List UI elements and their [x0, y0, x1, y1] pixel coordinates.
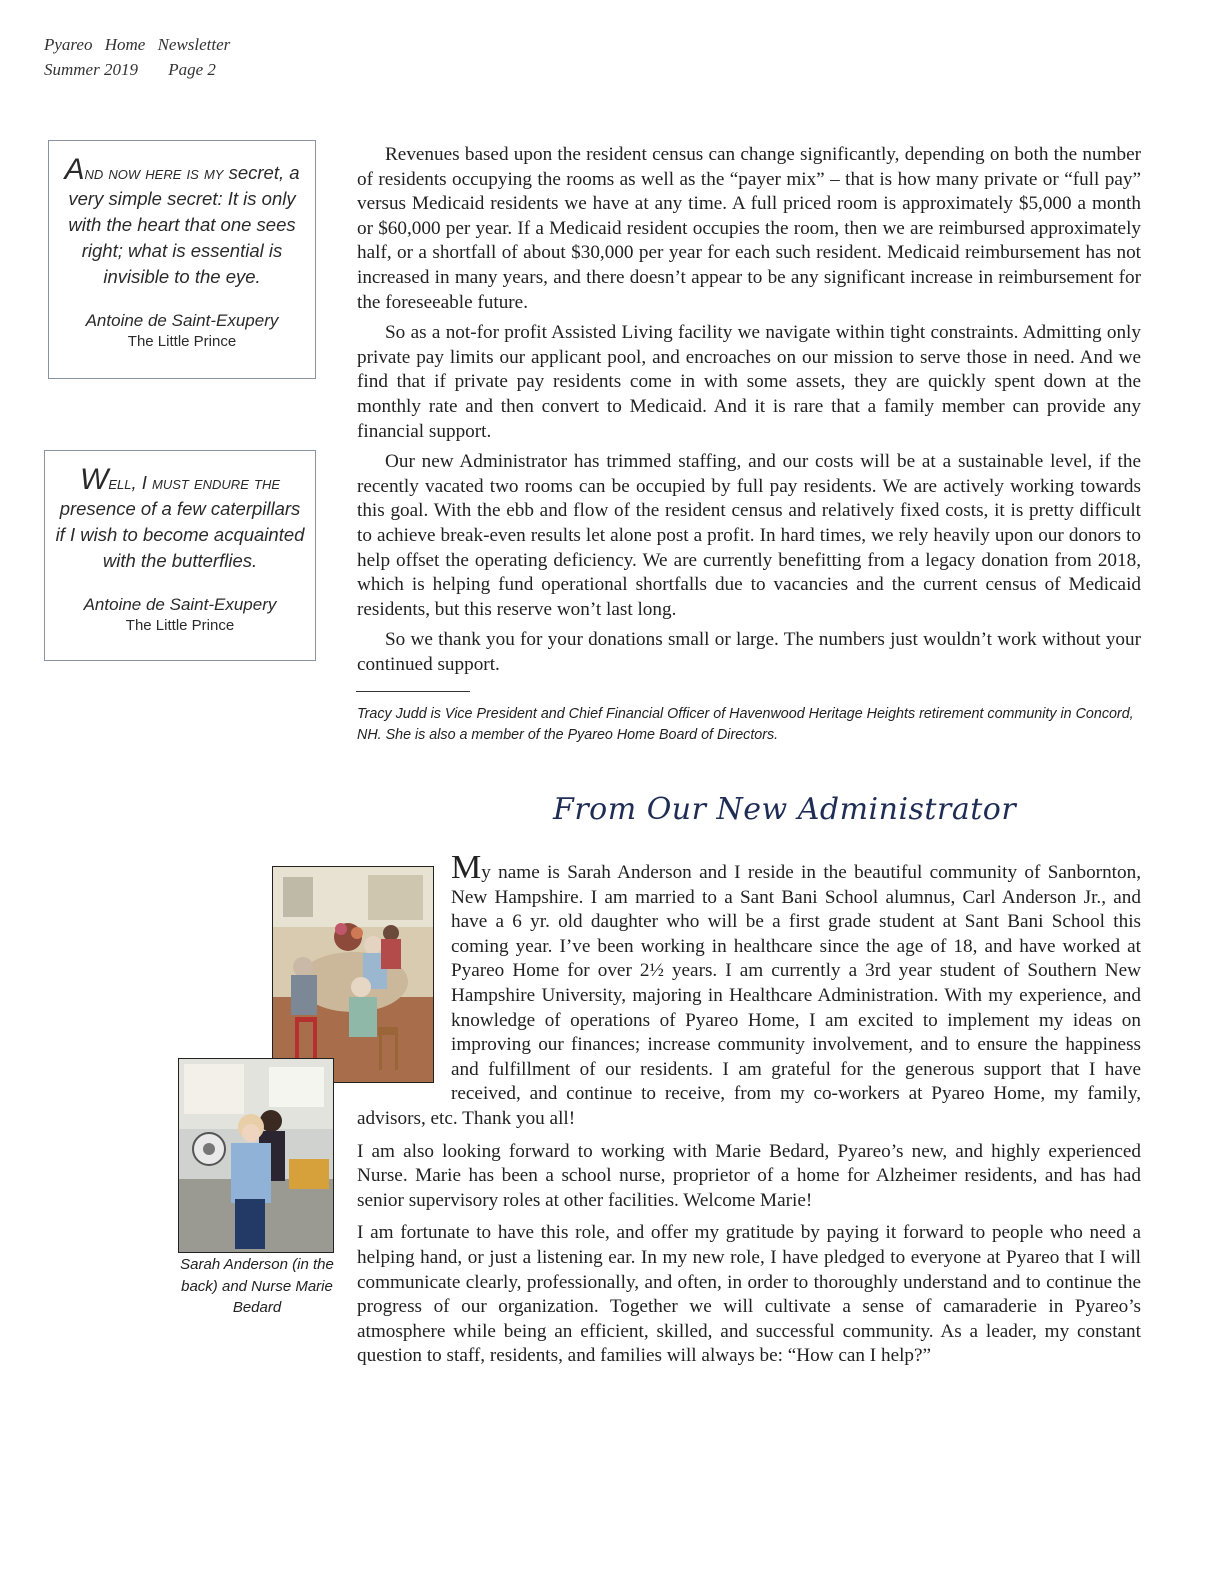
article-dropcap: M: [451, 849, 482, 886]
article-paragraph: I am also looking forward to working with Marie Bedard, Pyareo’s new, and highly experienced Nurse. Marie has been a school nurse, proprietor of a home for Alzheimer residents, and has had senior supervisory roles at other facilities. Welcome Marie!: [357, 1140, 1141, 1211]
quote-author: Antoine de Saint-Exupery: [83, 595, 277, 614]
header-page: Page 2: [168, 60, 216, 79]
quote-dropcap: W: [79, 463, 109, 496]
staff-office-photo: [178, 1058, 334, 1253]
header-word: Pyareo: [44, 35, 93, 54]
article-paragraph: I am fortunate to have this role, and offer my gratitude by paying it forward to people who need a helping hand, or just a listening ear. In my new role, I have pledged to everyone at Pyareo that I will communicate clearly, professionally, and often, in order to thoroughly understand and to continue the progress of our organization. Together we will cultivate a sense of camaraderie in Pyareo’s atmosphere while being an efficient, skilled, and successful community. As a leader, my constant question to staff, residents, and families will always be: “How can I help?”: [357, 1222, 1141, 1367]
article-paragraph: So we thank you for your donations small or large. The numbers just wouldn’t work without your continued support.: [357, 629, 1141, 675]
finance-article: [357, 143, 1141, 683]
quote-caps: ell, I must endure the: [108, 472, 281, 493]
quote-text: [53, 463, 307, 574]
author-footnote: Tracy Judd is Vice President and Chief Financial Officer of Havenwood Heritage Heights retirement community in Concord, NH. She is also a member of the Pyareo Home Board of Directors.: [357, 706, 1134, 743]
admin-article: [357, 849, 1141, 1377]
newsletter-header: [44, 32, 230, 82]
quote-author: Antoine de Saint-Exupery: [85, 311, 279, 330]
section-title: From Our New Administrator: [553, 792, 1017, 827]
quote-dropcap: A: [64, 153, 85, 186]
photo-wrap-space: [357, 856, 451, 1100]
quote-text: [57, 153, 307, 290]
quote-box-1: [48, 140, 316, 379]
quote-book: The Little Prince: [127, 333, 237, 350]
article-paragraph: So as a not-for profit Assisted Living facility we navigate within tight constraints. Admitting only private pay limits our applicant pool, and encroaches on our mission to serve those in need. And we find that if private pay residents come in with some assets, they are quickly spent down at the monthly rate and then convert to Medicaid. And it is rare that a family member can provide any financial support.: [357, 322, 1141, 442]
quote-body: secret, a very simple secret: It is only with the heart that one sees right; what is essential is invisible to the eye.: [68, 162, 300, 287]
admin-first-paragraph: [357, 849, 1141, 1132]
quote-box-2: [44, 450, 316, 661]
quote-caps: nd now here is my: [84, 162, 224, 183]
quote-body: presence of a few caterpillars if I wish to become acquainted with the butterflies.: [55, 498, 305, 571]
article-paragraph: Our new Administrator has trimmed staffing, and our costs will be at a sustainable level, if the recently vacated two rooms can be occupied by full pay residents. We are actively working towards this goal. With the ebb and flow of the resident census and relatively fixed costs, it is pretty difficult to achieve break-even results let alone post a profit. In hard times, we rely heavily upon our donors to help offset the operating deficiency. We are currently benefitting from a legacy donation from 2018, which is helping fund operational shortfalls due to vacancies and the current census of Medicaid residents, but this reserve won’t last long.: [357, 451, 1141, 620]
quote-book: The Little Prince: [125, 617, 235, 634]
article-paragraph: Revenues based upon the resident census can change significantly, depending on both the number of residents occupying the rooms as well as the “payer mix” – that is how many private or “full pay” versus Medicaid residents we have at any time. A full priced room is approximately $5,000 a month or $60,000 per year. If a Medicaid resident occupies the room, then we are reimbursed approximately half, or a shortfall of about $30,000 per year for each such resident. Medicaid reimbursement has not increased in many years, and there doesn’t appear to be any significant increase in reimbursement for the foreseeable future.: [357, 144, 1141, 313]
header-season: Summer 2019: [44, 60, 138, 79]
header-word: Newsletter: [157, 35, 231, 54]
footnote-divider: [356, 691, 470, 692]
header-word: Home: [104, 35, 146, 54]
photo-caption: Sarah Anderson (in the back) and Nurse Marie Bedard: [180, 1256, 334, 1316]
admin-first-paragraph-text: y name is Sarah Anderson and I reside in the beautiful community of Sanbornton, New Hampshire. I am married to a Sant Bani School alumnus, Carl Anderson Jr., and have a 6 yr. old daughter who will be a first grade student at Sant Bani School this coming year. I’ve been working in healthcare since the age of 18, and have worked at Pyareo Home for over 2½ years. I am currently a 3rd year student of Southern New Hampshire University, majoring in Healthcare Administration. With my experience, and knowledge of operations of Pyareo Home, I am excited to implement my ideas on improving our finances; increase community involvement, and to ensure the happiness and fulfillment of our residents. I am grateful for the generous support that I have received, and continue to receive, from my co-workers at Pyareo Home, my family, advisors, etc. Thank you all!: [357, 862, 1141, 1129]
